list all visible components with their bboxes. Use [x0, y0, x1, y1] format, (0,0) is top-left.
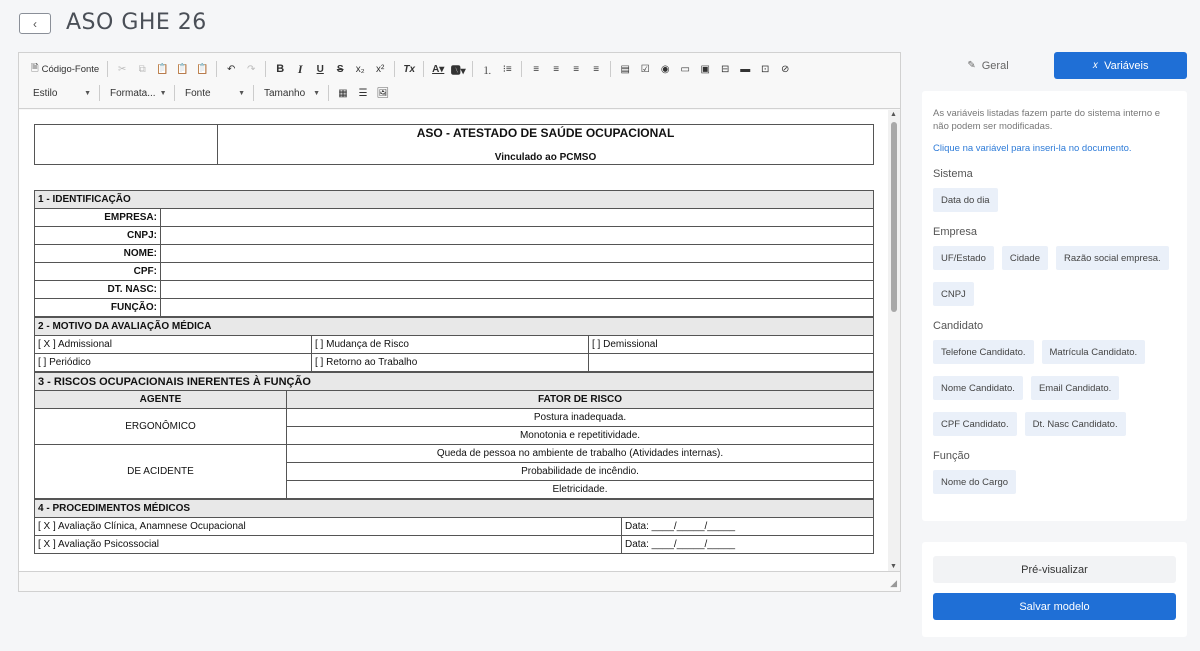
separator: [328, 85, 329, 101]
fator-cell: Monotonia e repetitividade.: [287, 427, 874, 445]
variable-chip[interactable]: Cidade: [1002, 246, 1048, 270]
field-value: [161, 299, 874, 317]
variable-chip[interactable]: CNPJ: [933, 282, 974, 306]
chevron-down-icon: ▼: [159, 89, 167, 97]
editor-statusbar: [19, 571, 900, 591]
hidden-field-icon[interactable]: ⊘: [781, 63, 790, 75]
button-icon[interactable]: ▬: [740, 63, 751, 75]
variable-chip[interactable]: Telefone Candidato.: [933, 340, 1034, 364]
radio-icon[interactable]: ◉: [660, 63, 670, 75]
chevron-down-icon: ▼: [84, 89, 91, 97]
variables-hint: Clique na variável para inseri-la no documento.: [933, 143, 1132, 154]
group-title-sistema: Sistema: [933, 168, 973, 180]
resize-grip-icon[interactable]: ◢: [890, 578, 897, 588]
variable-chip[interactable]: Razão social empresa.: [1056, 246, 1169, 270]
group-title-funcao: Função: [933, 450, 970, 462]
fator-cell: Probabilidade de incêndio.: [287, 463, 874, 481]
motivo-option: [589, 354, 874, 372]
field-label: DT. NASC:: [35, 281, 161, 299]
variable-chip[interactable]: UF/Estado: [933, 246, 994, 270]
motivo-option: [ ] Retorno ao Trabalho: [312, 354, 589, 372]
underline-button[interactable]: U: [316, 63, 324, 75]
document-title: ASO - ATESTADO DE SAÚDE OCUPACIONAL: [416, 126, 675, 140]
cut-icon[interactable]: ✂: [118, 63, 127, 75]
image-button-icon[interactable]: ⊡: [761, 63, 770, 75]
field-label: NOME:: [35, 245, 161, 263]
text-color-icon[interactable]: A▾: [432, 63, 445, 75]
textarea-icon[interactable]: ▣: [700, 63, 710, 75]
actions-panel: [922, 542, 1187, 637]
logo-cell: [35, 125, 218, 165]
align-left-icon[interactable]: ≡: [533, 63, 540, 75]
field-value: [161, 227, 874, 245]
align-justify-icon[interactable]: ≡: [593, 63, 600, 75]
document-icon: 🗎: [31, 63, 39, 74]
separator: [253, 85, 254, 101]
background-color-icon[interactable]: 🅰▾: [450, 65, 466, 77]
variables-note: As variáveis listadas fazem parte do sistema interno e não podem ser modificadas.: [933, 108, 1161, 132]
chips-sistema: [933, 188, 1176, 212]
align-right-icon[interactable]: ≡: [573, 63, 580, 75]
separator: [216, 61, 217, 77]
tab-geral[interactable]: ✎ Geral: [967, 59, 1009, 72]
field-label: CNPJ:: [35, 227, 161, 245]
textfield-icon[interactable]: ▭: [680, 63, 690, 75]
fator-cell: Queda de pessoa no ambiente de trabalho (Atividades internas).: [287, 445, 874, 463]
size-dropdown[interactable]: Tamanho ▼: [264, 87, 320, 99]
variable-chip[interactable]: Matrícula Candidato.: [1042, 340, 1146, 364]
agente-cell: ERGONÔMICO: [35, 409, 287, 445]
section-title: 1 - IDENTIFICAÇÃO: [35, 191, 874, 209]
document-subtitle: Vinculado ao PCMSO: [494, 152, 597, 163]
field-label: EMPRESA:: [35, 209, 161, 227]
motivo-option: [ X ] Admissional: [35, 336, 312, 354]
group-title-candidato: Candidato: [933, 320, 984, 332]
paste-text-icon[interactable]: 📋: [175, 63, 189, 75]
page-title: ASO GHE 26: [66, 10, 207, 35]
horizontal-line-icon[interactable]: ☰: [358, 87, 368, 99]
motivo-option: [ ] Mudança de Risco: [312, 336, 589, 354]
chips-empresa: [933, 246, 1176, 306]
separator: [394, 61, 395, 77]
separator: [265, 61, 266, 77]
section-title: 2 - MOTIVO DA AVALIAÇÃO MÉDICA: [35, 318, 874, 336]
header-table: [34, 124, 874, 165]
rich-text-editor: [18, 52, 901, 592]
separator: [610, 61, 611, 77]
variable-chip[interactable]: Nome Candidato.: [933, 376, 1023, 400]
separator: [472, 61, 473, 77]
procedure-name: [ X ] Avaliação Psicossocial: [35, 536, 622, 554]
scroll-down-icon[interactable]: ▼: [890, 563, 897, 570]
field-label: CPF:: [35, 263, 161, 281]
undo-icon[interactable]: ↶: [227, 63, 236, 75]
separator: [174, 85, 175, 101]
identification-table: [34, 190, 874, 317]
paste-word-icon[interactable]: 📋: [195, 63, 209, 75]
font-dropdown[interactable]: Fonte ▼: [185, 87, 245, 99]
style-dropdown[interactable]: Estilo ▼: [33, 87, 91, 99]
section-title: 4 - PROCEDIMENTOS MÉDICOS: [35, 500, 874, 518]
document-body: [34, 124, 874, 554]
field-value: [161, 245, 874, 263]
chevron-down-icon: ▼: [313, 89, 320, 97]
editor-scrollbar[interactable]: [888, 110, 900, 571]
field-value: [161, 263, 874, 281]
procedure-date: Data: ____/_____/_____: [622, 536, 874, 554]
title-cell: [218, 125, 874, 165]
motivo-option: [ ] Periódico: [35, 354, 312, 372]
preview-button[interactable]: Pré-visualizar: [933, 556, 1176, 583]
table-icon[interactable]: ▦: [338, 87, 348, 99]
editor-content[interactable]: [19, 110, 900, 571]
riscos-table: [34, 372, 874, 499]
motivo-table: [34, 317, 874, 372]
source-code-button[interactable]: 🗎 Código-Fonte: [27, 59, 103, 79]
redo-icon[interactable]: ↷: [247, 63, 256, 75]
separator: [423, 61, 424, 77]
variable-chip[interactable]: Data do dia: [933, 188, 998, 212]
chips-candidato: [933, 340, 1176, 436]
chevron-down-icon: ▼: [238, 89, 245, 97]
subscript-button[interactable]: x₂: [355, 63, 365, 75]
checkbox-icon[interactable]: ☑: [640, 63, 650, 75]
save-model-button[interactable]: Salvar modelo: [933, 593, 1176, 620]
motivo-option: [ ] Demissional: [589, 336, 874, 354]
numbered-list-icon[interactable]: ⒈: [482, 65, 493, 77]
column-header: AGENTE: [35, 391, 287, 409]
procedure-date: Data: ____/_____/_____: [622, 518, 874, 536]
agente-cell: DE ACIDENTE: [35, 445, 287, 499]
separator: [99, 85, 100, 101]
variable-chip[interactable]: Email Candidato.: [1031, 376, 1119, 400]
procedure-name: [ X ] Avaliação Clínica, Anamnese Ocupacional: [35, 518, 622, 536]
strikethrough-button[interactable]: S: [336, 63, 344, 75]
variable-chip[interactable]: Nome do Cargo: [933, 470, 1016, 494]
column-header: FATOR DE RISCO: [287, 391, 874, 409]
variables-panel: [922, 91, 1187, 521]
scroll-up-icon[interactable]: ▲: [890, 111, 897, 118]
procedimentos-table: [34, 499, 874, 554]
paste-icon[interactable]: 📋: [155, 63, 169, 75]
variable-x-icon: 𝑥: [1092, 60, 1099, 71]
separator: [521, 61, 522, 77]
copy-icon[interactable]: ⧉: [138, 63, 146, 75]
chevron-left-icon: ‹: [33, 16, 37, 31]
image-icon[interactable]: 🖼: [376, 87, 390, 99]
separator: [107, 61, 108, 77]
back-button[interactable]: [19, 13, 51, 34]
tab-variaveis[interactable]: 𝑥 Variáveis: [1054, 52, 1187, 79]
align-center-icon[interactable]: ≡: [553, 63, 560, 75]
variable-chip[interactable]: CPF Candidato.: [933, 412, 1017, 436]
bulleted-list-icon[interactable]: ⁝≡: [502, 63, 512, 75]
fator-cell: Eletricidade.: [287, 481, 874, 499]
field-value: [161, 209, 874, 227]
bold-button[interactable]: B: [276, 63, 285, 75]
scroll-thumb[interactable]: [891, 122, 897, 312]
italic-button[interactable]: I: [297, 61, 303, 76]
editor-toolbar: [19, 53, 900, 109]
remove-format-button[interactable]: Tx: [403, 63, 416, 75]
pencil-icon: ✎: [967, 60, 976, 71]
section-title: 3 - RISCOS OCUPACIONAIS INERENTES À FUNÇÃO: [35, 373, 874, 391]
chips-funcao: [933, 470, 1176, 494]
form-icon[interactable]: ▤: [620, 63, 630, 75]
format-dropdown[interactable]: Formata... ▼: [110, 87, 167, 99]
superscript-button[interactable]: x²: [376, 63, 385, 75]
select-icon[interactable]: ⊟: [721, 63, 730, 75]
field-label: FUNÇÃO:: [35, 299, 161, 317]
variable-chip[interactable]: Dt. Nasc Candidato.: [1025, 412, 1126, 436]
group-title-empresa: Empresa: [933, 226, 978, 238]
field-value: [161, 281, 874, 299]
fator-cell: Postura inadequada.: [287, 409, 874, 427]
